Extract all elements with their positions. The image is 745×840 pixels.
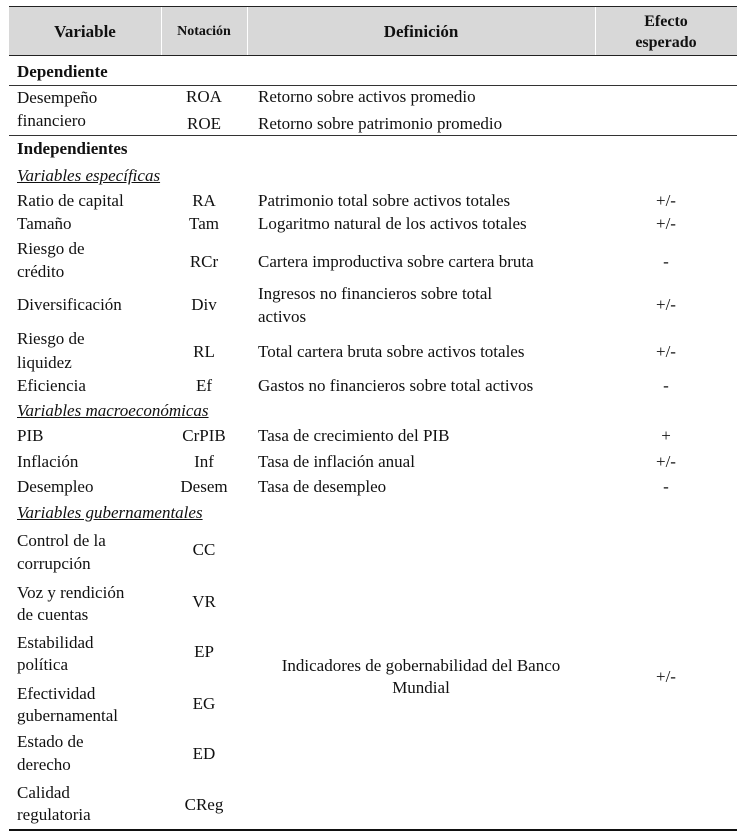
table-bottom-rule (9, 829, 737, 831)
dependent-name-line2: financiero (17, 111, 86, 130)
div-name: Diversificación (17, 295, 122, 314)
rl-definition: Total cartera bruta sobre activos totales (258, 342, 525, 361)
ra-name: Ratio de capital (17, 191, 124, 210)
creg-name-line1: Calidad (17, 783, 70, 802)
pib-notation: CrPIB (182, 426, 226, 445)
pib-effect: + (661, 426, 671, 445)
header-esperado: esperado (635, 34, 697, 51)
gobernanza-definition-line2: Mundial (392, 678, 450, 697)
ed-notation: ED (192, 744, 216, 763)
vr-name-line1: Voz y rendición (17, 583, 125, 602)
subsection-macro: Variables macroeconómicas (17, 401, 209, 420)
tam-name: Tamaño (17, 214, 72, 233)
ef-effect: - (663, 376, 669, 395)
header-variable: Variable (54, 22, 116, 41)
pib-definition: Tasa de crecimiento del PIB (258, 426, 450, 445)
roe-definition: Retorno sobre patrimonio promedio (258, 114, 503, 133)
rl-name-line2: liquidez (17, 353, 72, 372)
header-definicion: Definición (383, 22, 459, 41)
desem-definition: Tasa de desempleo (258, 477, 387, 496)
eg-name-line1: Efectividad (17, 684, 96, 703)
header-efecto: Efecto (644, 13, 688, 30)
desem-effect: - (663, 477, 669, 496)
tam-notation: Tam (189, 214, 219, 233)
desem-name: Desempleo (17, 477, 94, 496)
ep-notation: EP (194, 642, 214, 661)
tam-effect: +/- (656, 214, 676, 233)
header-notacion: Notación (177, 24, 231, 39)
dependent-name-line1: Desempeño (17, 88, 98, 107)
subsection-gubernamentales: Variables gubernamentales (17, 503, 203, 522)
rcr-name-line1: Riesgo de (17, 239, 85, 258)
gobernanza-effect: +/- (656, 667, 676, 686)
rl-name-line1: Riesgo de (17, 329, 85, 348)
div-definition-line1: Ingresos no financieros sobre total (258, 284, 493, 303)
section-independientes: Independientes (17, 139, 128, 158)
eg-name-line2: gubernamental (17, 706, 119, 725)
vr-name-line2: de cuentas (17, 605, 89, 624)
table-header (9, 6, 737, 56)
inf-name: Inflación (17, 452, 79, 471)
desem-notation: Desem (180, 477, 228, 496)
creg-name-line2: regulatoria (17, 805, 91, 824)
rl-notation: RL (193, 342, 215, 361)
ra-definition: Patrimonio total sobre activos totales (258, 191, 511, 210)
roe-notation: ROE (187, 114, 221, 133)
div-effect: +/- (656, 295, 676, 314)
div-definition-line2: activos (258, 307, 307, 326)
cc-notation: CC (192, 540, 216, 559)
inf-effect: +/- (656, 452, 676, 471)
rl-effect: +/- (656, 342, 676, 361)
gobernanza-definition-line1: Indicadores de gobernabilidad del Banco (281, 656, 561, 675)
cc-name-line2: corrupción (17, 554, 91, 573)
div-notation: Div (191, 295, 217, 314)
rcr-notation: RCr (189, 252, 219, 271)
inf-definition: Tasa de inflación anual (258, 452, 415, 471)
ef-notation: Ef (195, 376, 213, 395)
roa-notation: ROA (186, 87, 222, 106)
ef-name: Eficiencia (17, 376, 86, 395)
rcr-name-line2: crédito (17, 262, 65, 281)
ed-name-line1: Estado de (17, 732, 84, 751)
ef-definition: Gastos no financieros sobre total activos (258, 376, 534, 395)
ed-name-line2: derecho (17, 755, 71, 774)
tam-definition: Logaritmo natural de los activos totales (258, 214, 527, 233)
ra-notation: RA (192, 191, 216, 210)
rcr-definition: Cartera improductiva sobre cartera bruta (258, 252, 534, 271)
rcr-effect: - (663, 252, 669, 271)
eg-notation: EG (192, 694, 216, 713)
cc-name-line1: Control de la (17, 531, 106, 550)
ep-name-line2: política (17, 655, 68, 674)
ep-name-line1: Estabilidad (17, 633, 94, 652)
divider (9, 135, 737, 136)
section-dependiente: Dependiente (17, 62, 108, 81)
vr-notation: VR (192, 592, 216, 611)
roa-definition: Retorno sobre activos promedio (258, 87, 476, 106)
creg-notation: CReg (184, 795, 224, 814)
pib-name: PIB (17, 426, 44, 445)
ra-effect: +/- (656, 191, 676, 210)
inf-notation: Inf (194, 452, 214, 471)
subsection-especificas: Variables específicas (17, 166, 161, 185)
variables-table (9, 6, 737, 832)
